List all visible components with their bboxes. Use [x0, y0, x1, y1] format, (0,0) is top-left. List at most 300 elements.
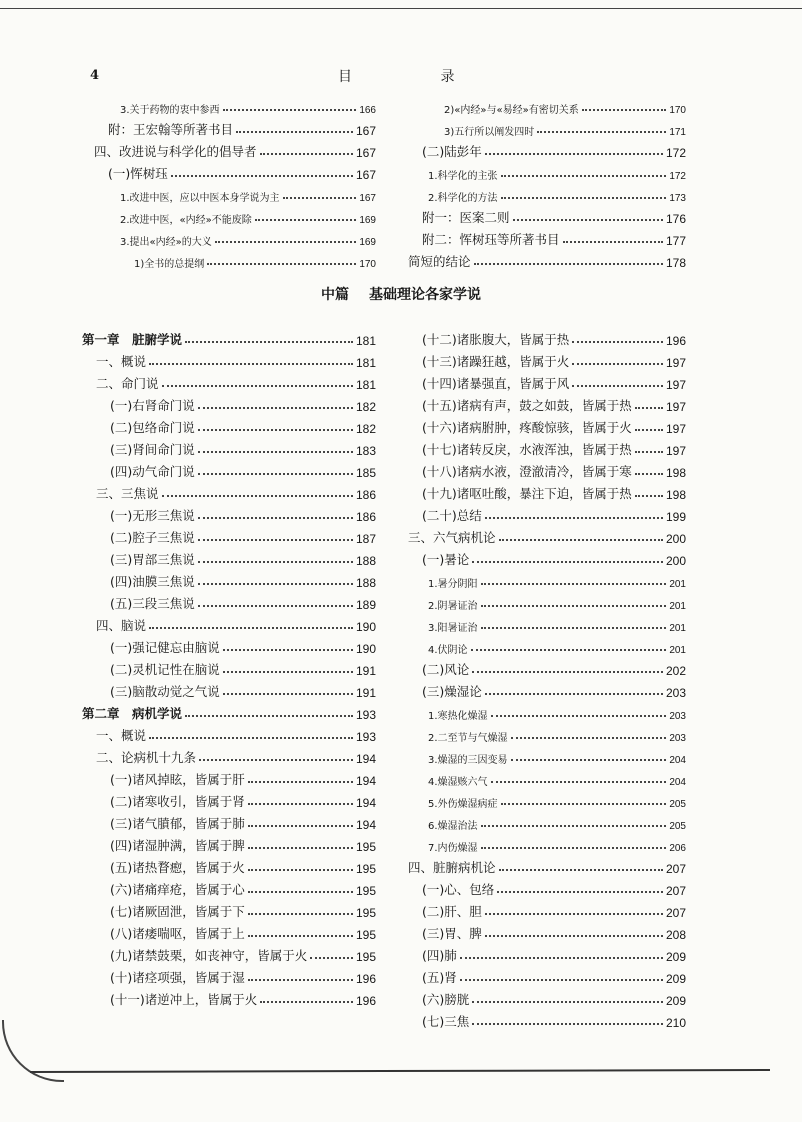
dot-leader — [255, 219, 357, 221]
dot-leader — [501, 197, 667, 199]
toc-entry[interactable] — [90, 204, 376, 226]
bottom-edge-line — [30, 1069, 770, 1073]
top-edge-line — [0, 8, 802, 9]
toc-entry-page: 204 — [669, 755, 686, 766]
dot-leader — [149, 363, 353, 365]
toc-entry-title: (六)诸痛痒疮，皆属于心 — [110, 882, 245, 897]
dot-leader — [248, 891, 353, 893]
toc-entry-page: 205 — [669, 799, 686, 810]
dot-leader — [198, 583, 353, 585]
toc-entry-title: (八)诸痿喘呕，皆属于上 — [110, 926, 245, 941]
toc-entry-page: 204 — [669, 777, 686, 788]
toc-entry[interactable] — [408, 436, 686, 458]
toc-entry-page: 194 — [355, 752, 376, 766]
dot-leader — [162, 495, 353, 497]
dot-leader — [310, 957, 353, 959]
toc-entry-page: 197 — [665, 378, 686, 392]
toc-entry-page: 205 — [669, 821, 686, 832]
toc-entry[interactable] — [408, 348, 686, 370]
toc-entry-title: 二、命门说 — [96, 376, 159, 391]
toc-entry-page: 198 — [665, 466, 686, 480]
dot-leader — [248, 781, 353, 783]
dot-leader — [149, 627, 353, 629]
toc-entry[interactable] — [408, 546, 686, 568]
dot-leader — [582, 109, 667, 111]
dot-leader — [501, 803, 667, 805]
toc-entry-page: 196 — [355, 994, 376, 1008]
toc-entry-title: 2.科学化的方法 — [428, 193, 498, 204]
toc-entry-page: 203 — [669, 733, 686, 744]
toc-entry[interactable] — [82, 546, 376, 568]
toc-entry-page: 197 — [665, 422, 686, 436]
toc-entry-title: 三、六气病机论 — [408, 530, 496, 545]
dot-leader — [198, 517, 353, 519]
toc-entry-title: 1.改进中医，应以中医本身学说为主 — [120, 193, 280, 204]
toc-entry-title: 二、论病机十九条 — [96, 750, 197, 765]
toc-entry-title: (十一)诸逆冲上，皆属于火 — [110, 992, 258, 1007]
toc-entry[interactable] — [408, 876, 686, 898]
toc-entry-title: (三)胃部三焦说 — [110, 552, 195, 567]
toc-entry-title: (一)无形三焦说 — [110, 508, 195, 523]
dot-leader — [471, 649, 667, 651]
dot-leader — [491, 715, 667, 717]
toc-entry[interactable] — [408, 986, 686, 1008]
dot-leader — [481, 825, 667, 827]
dot-leader — [223, 649, 353, 651]
toc-entry[interactable] — [82, 612, 376, 634]
toc-entry-title: (九)诸禁鼓栗，如丧神守，皆属于火 — [110, 948, 308, 963]
toc-entry[interactable] — [408, 678, 686, 700]
toc-entry-page: 200 — [665, 554, 686, 568]
dot-leader — [635, 429, 663, 431]
toc-entry-page: 201 — [669, 601, 686, 612]
toc-entry-title: (十)诸痉项强，皆属于湿 — [110, 970, 245, 985]
toc-entry-page: 182 — [355, 422, 376, 436]
toc-entry-page: 188 — [355, 554, 376, 568]
toc-entry-page: 167 — [359, 193, 376, 204]
dot-leader — [635, 407, 663, 409]
toc-entry-title: 四、脑说 — [96, 618, 147, 633]
toc-entry[interactable] — [82, 524, 376, 546]
upper-right-column — [408, 94, 686, 270]
toc-entry-page: 200 — [665, 532, 686, 546]
dot-leader — [223, 671, 353, 673]
dot-leader — [511, 759, 667, 761]
toc-entry[interactable] — [408, 524, 686, 546]
toc-entry-page: 170 — [359, 259, 376, 270]
toc-entry-title: 5.外伤燥湿病症 — [428, 799, 498, 810]
toc-entry[interactable] — [90, 94, 376, 116]
dot-leader — [485, 935, 663, 937]
dot-leader — [472, 1001, 663, 1003]
toc-entry[interactable] — [82, 502, 376, 524]
toc-entry-title: (十六)诸病胕肿，疼酸惊骇，皆属于火 — [422, 420, 632, 435]
toc-entry-page: 195 — [355, 840, 376, 854]
toc-entry-title: 附：王宏翰等所著书目 — [108, 122, 234, 137]
dot-leader — [572, 363, 663, 365]
toc-entry-page: 181 — [355, 378, 376, 392]
toc-entry[interactable] — [408, 94, 686, 116]
toc-entry[interactable] — [82, 876, 376, 898]
dot-leader — [572, 341, 663, 343]
toc-entry-page: 191 — [355, 686, 376, 700]
toc-entry[interactable] — [82, 920, 376, 942]
toc-entry-page: 197 — [665, 400, 686, 414]
toc-entry-page: 178 — [665, 256, 686, 270]
dot-leader — [485, 153, 663, 155]
dot-leader — [198, 605, 353, 607]
toc-entry-title: 7.内伤燥湿 — [428, 843, 478, 854]
toc-entry-title: (五)诸热瞀瘛，皆属于火 — [110, 860, 245, 875]
toc-entry-page: 195 — [355, 928, 376, 942]
toc-entry-page: 182 — [355, 400, 376, 414]
dot-leader — [511, 737, 667, 739]
toc-entry-title: 1)全书的总提纲 — [134, 259, 205, 270]
dot-leader — [199, 759, 353, 761]
toc-entry-title: (二)包络命门说 — [110, 420, 195, 435]
dot-leader — [248, 825, 353, 827]
toc-entry-title: 附二：恽树珏等所著书目 — [422, 232, 560, 247]
dot-leader — [198, 407, 353, 409]
toc-entry[interactable] — [82, 810, 376, 832]
dot-leader — [248, 847, 353, 849]
toc-entry[interactable] — [408, 656, 686, 678]
toc-entry-page: 209 — [665, 950, 686, 964]
toc-entry-page: 172 — [669, 171, 686, 182]
toc-entry-page: 195 — [355, 862, 376, 876]
toc-entry-title: (七)三焦 — [422, 1014, 470, 1029]
toc-entry-title: 4.燥湿赅六气 — [428, 777, 488, 788]
dot-leader — [283, 197, 357, 199]
dot-leader — [248, 869, 353, 871]
toc-entry-page: 193 — [355, 708, 376, 722]
toc-entry[interactable] — [82, 458, 376, 480]
toc-entry-page: 186 — [355, 510, 376, 524]
dot-leader — [472, 561, 663, 563]
toc-entry-page: 194 — [355, 796, 376, 810]
dot-leader — [248, 913, 353, 915]
toc-entry-title: 1.寒热化燥湿 — [428, 711, 488, 722]
toc-entry-title: 3.关于药物的衷中参西 — [120, 105, 220, 116]
toc-entry-title: (一)诸风掉眩，皆属于肝 — [110, 772, 245, 787]
toc-entry-title: (十五)诸病有声，鼓之如鼓，皆属于热 — [422, 398, 632, 413]
toc-entry-page: 203 — [665, 686, 686, 700]
toc-entry-title: (一)暑论 — [422, 552, 470, 567]
toc-entry-page: 208 — [665, 928, 686, 942]
page-number: 4 — [90, 68, 100, 83]
section-name: 基础理论各家学说 — [369, 287, 481, 303]
toc-entry-title: 一、概说 — [96, 728, 147, 743]
toc-entry-page: 209 — [665, 994, 686, 1008]
toc-entry[interactable] — [408, 810, 686, 832]
toc-entry-title: (二)腔子三焦说 — [110, 530, 195, 545]
dot-leader — [460, 957, 663, 959]
toc-entry[interactable] — [408, 502, 686, 524]
toc-entry[interactable] — [408, 138, 686, 160]
toc-entry-page: 196 — [665, 334, 686, 348]
dot-leader — [460, 979, 663, 981]
toc-entry[interactable] — [408, 832, 686, 854]
toc-entry-title: (一)恽树珏 — [108, 166, 168, 181]
dot-leader — [198, 473, 353, 475]
toc-entry-page: 210 — [665, 1016, 686, 1030]
toc-entry[interactable] — [82, 436, 376, 458]
toc-entry-page: 177 — [665, 234, 686, 248]
dot-leader — [499, 869, 663, 871]
toc-entry[interactable] — [82, 964, 376, 986]
toc-entry-page: 169 — [359, 215, 376, 226]
toc-entry-page: 194 — [355, 774, 376, 788]
toc-entry-page: 195 — [355, 950, 376, 964]
toc-entry-page: 186 — [355, 488, 376, 502]
toc-entry-page: 201 — [669, 623, 686, 634]
toc-entry-title: (十八)诸病水液，澄澈清冷，皆属于寒 — [422, 464, 632, 479]
toc-entry-page: 185 — [355, 466, 376, 480]
toc-entry-title: 2.二至节与气燥湿 — [428, 733, 508, 744]
toc-entry-title: 3.燥湿的三因变易 — [428, 755, 508, 766]
toc-entry-page: 172 — [665, 146, 686, 160]
toc-entry[interactable] — [82, 656, 376, 678]
toc-entry[interactable] — [408, 182, 686, 204]
dot-leader — [260, 153, 353, 155]
toc-entry-page: 167 — [355, 168, 376, 182]
toc-entry-page: 201 — [669, 579, 686, 590]
toc-entry-page: 166 — [359, 105, 376, 116]
dot-leader — [171, 175, 353, 177]
toc-entry-page: 207 — [665, 906, 686, 920]
page-title: 目 录 — [338, 69, 497, 85]
toc-entry-title: 3.阳暑证治 — [428, 623, 478, 634]
toc-entry[interactable] — [408, 788, 686, 810]
toc-entry[interactable] — [408, 226, 686, 248]
dot-leader — [635, 473, 663, 475]
toc-entry[interactable] — [408, 942, 686, 964]
dot-leader — [236, 131, 353, 133]
toc-entry-page: 171 — [669, 127, 686, 138]
toc-entry[interactable] — [408, 854, 686, 876]
dot-leader — [537, 131, 666, 133]
toc-entry[interactable] — [408, 766, 686, 788]
section-part: 中篇 — [321, 287, 349, 303]
dot-leader — [248, 979, 353, 981]
toc-entry[interactable] — [408, 248, 686, 270]
toc-entry[interactable] — [408, 590, 686, 612]
dot-leader — [572, 385, 663, 387]
toc-entry[interactable] — [82, 832, 376, 854]
toc-entry-page: 198 — [665, 488, 686, 502]
toc-entry[interactable] — [408, 898, 686, 920]
toc-entry-page: 190 — [355, 620, 376, 634]
toc-entry[interactable] — [408, 414, 686, 436]
toc-entry-page: 197 — [665, 356, 686, 370]
toc-entry-page: 193 — [355, 730, 376, 744]
toc-entry[interactable] — [90, 116, 376, 138]
toc-entry-title: 2.改进中医，«内经»不能废除 — [120, 215, 252, 226]
toc-entry-title: (三)肾间命门说 — [110, 442, 195, 457]
dot-leader — [198, 561, 353, 563]
toc-entry[interactable] — [82, 766, 376, 788]
toc-entry-title: (三)燥湿论 — [422, 684, 482, 699]
dot-leader — [497, 891, 663, 893]
toc-entry[interactable] — [82, 480, 376, 502]
dot-leader — [162, 385, 353, 387]
toc-entry[interactable] — [82, 634, 376, 656]
toc-entry-page: 195 — [355, 884, 376, 898]
dot-leader — [499, 539, 663, 541]
toc-entry-title: 6.燥湿治法 — [428, 821, 478, 832]
toc-entry[interactable] — [82, 414, 376, 436]
dot-leader — [223, 693, 353, 695]
toc-entry[interactable] — [408, 116, 686, 138]
toc-entry-page: 188 — [355, 576, 376, 590]
toc-entry-title: 2)«内经»与«易经»有密切关系 — [444, 105, 579, 116]
toc-entry[interactable] — [82, 678, 376, 700]
dot-leader — [472, 1023, 663, 1025]
dot-leader — [198, 429, 353, 431]
toc-entry[interactable] — [90, 160, 376, 182]
dot-leader — [248, 803, 353, 805]
toc-entry[interactable] — [82, 326, 376, 348]
toc-entry-title: (五)肾 — [422, 970, 457, 985]
toc-entry-title: (一)心、包络 — [422, 882, 495, 897]
toc-entry[interactable] — [408, 568, 686, 590]
toc-entry[interactable] — [408, 204, 686, 226]
toc-entry[interactable] — [90, 182, 376, 204]
toc-entry[interactable] — [408, 612, 686, 634]
toc-entry-page: 169 — [359, 237, 376, 248]
toc-entry-page: 187 — [355, 532, 376, 546]
toc-entry-page: 202 — [665, 664, 686, 678]
toc-entry[interactable] — [408, 744, 686, 766]
main-left-column — [82, 326, 376, 1008]
toc-entry[interactable] — [408, 1008, 686, 1030]
toc-entry[interactable] — [82, 590, 376, 612]
toc-entry[interactable] — [82, 744, 376, 766]
toc-entry-title: (三)胃、脾 — [422, 926, 482, 941]
toc-entry[interactable] — [408, 458, 686, 480]
dot-leader — [185, 715, 353, 717]
toc-entry-page: 189 — [355, 598, 376, 612]
toc-entry-title: (二)肝、胆 — [422, 904, 482, 919]
toc-entry-title: 2.阴暑证治 — [428, 601, 478, 612]
toc-entry[interactable] — [82, 348, 376, 370]
toc-entry[interactable] — [82, 700, 376, 722]
toc-entry[interactable] — [82, 942, 376, 964]
toc-entry[interactable] — [408, 480, 686, 502]
toc-entry[interactable] — [408, 326, 686, 348]
toc-entry-title: 4.伏阴论 — [428, 645, 468, 656]
toc-entry-title: 1.暑分阴阳 — [428, 579, 478, 590]
toc-entry-title: (二十)总结 — [422, 508, 482, 523]
dot-leader — [198, 539, 353, 541]
dot-leader — [472, 671, 663, 673]
dot-leader — [198, 451, 353, 453]
toc-entry[interactable] — [82, 722, 376, 744]
toc-entry[interactable] — [90, 138, 376, 160]
dot-leader — [474, 263, 663, 265]
toc-entry-page: 181 — [355, 334, 376, 348]
toc-entry-title: (三)诸气膹郁，皆属于肺 — [110, 816, 245, 831]
dot-leader — [481, 583, 667, 585]
toc-entry-page: 173 — [669, 193, 686, 204]
dot-leader — [223, 109, 357, 111]
toc-entry-page: 207 — [665, 884, 686, 898]
toc-entry-title: (十二)诸胀腹大，皆属于热 — [422, 332, 570, 347]
toc-entry-title: 1.科学化的主张 — [428, 171, 498, 182]
toc-entry-title: 3)五行所以阐发四时 — [444, 127, 535, 138]
toc-entry-page: 191 — [355, 664, 376, 678]
dot-leader — [501, 175, 667, 177]
toc-entry[interactable] — [408, 700, 686, 722]
toc-entry-page: 176 — [665, 212, 686, 226]
toc-entry-title: 第一章 脏腑学说 — [82, 332, 183, 347]
toc-entry-page: 199 — [665, 510, 686, 524]
dot-leader — [248, 935, 353, 937]
toc-entry-page: 201 — [669, 645, 686, 656]
toc-entry-title: (七)诸厥固泄，皆属于下 — [110, 904, 245, 919]
toc-entry[interactable] — [408, 722, 686, 744]
toc-entry-title: (五)三段三焦说 — [110, 596, 195, 611]
toc-entry-title: (一)右肾命门说 — [110, 398, 195, 413]
toc-entry[interactable] — [408, 920, 686, 942]
toc-entry-page: 183 — [355, 444, 376, 458]
toc-entry[interactable] — [82, 568, 376, 590]
toc-entry[interactable] — [90, 226, 376, 248]
toc-entry[interactable] — [408, 370, 686, 392]
dot-leader — [207, 263, 356, 265]
toc-entry-page: 167 — [355, 146, 376, 160]
dot-leader — [635, 451, 663, 453]
main-right-column — [408, 326, 686, 1030]
dot-leader — [481, 605, 667, 607]
toc-entry[interactable] — [408, 160, 686, 182]
toc-entry-title: (四)动气命门说 — [110, 464, 195, 479]
toc-entry-page: 207 — [665, 862, 686, 876]
toc-entry-title: 四、脏腑病机论 — [408, 860, 496, 875]
toc-entry[interactable] — [82, 370, 376, 392]
toc-entry-title: 第二章 病机学说 — [82, 706, 183, 721]
toc-entry[interactable] — [82, 788, 376, 810]
toc-entry-page: 167 — [355, 124, 376, 138]
dot-leader — [260, 1001, 353, 1003]
toc-entry[interactable] — [90, 248, 376, 270]
toc-entry-title: 附一：医案二则 — [422, 210, 510, 225]
toc-entry[interactable] — [82, 986, 376, 1008]
toc-entry[interactable] — [408, 392, 686, 414]
toc-entry-page: 197 — [665, 444, 686, 458]
toc-entry-page: 206 — [669, 843, 686, 854]
toc-entry[interactable] — [82, 392, 376, 414]
toc-entry-page: 170 — [669, 105, 686, 116]
toc-entry[interactable] — [82, 854, 376, 876]
toc-entry-page: 195 — [355, 906, 376, 920]
dot-leader — [481, 847, 667, 849]
toc-entry-page: 203 — [669, 711, 686, 722]
dot-leader — [185, 341, 353, 343]
toc-entry-title: (四)肺 — [422, 948, 457, 963]
toc-entry-title: (四)油膜三焦说 — [110, 574, 195, 589]
toc-entry[interactable] — [408, 964, 686, 986]
dot-leader — [513, 219, 663, 221]
toc-entry[interactable] — [408, 634, 686, 656]
toc-entry-title: (二)陆彭年 — [422, 144, 482, 159]
toc-entry-page: 181 — [355, 356, 376, 370]
toc-entry[interactable] — [82, 898, 376, 920]
toc-entry-title: 三、三焦说 — [96, 486, 159, 501]
toc-entry-title: (十四)诸暴强直，皆属于风 — [422, 376, 570, 391]
toc-entry-title: 简短的结论 — [408, 254, 471, 269]
toc-entry-title: (十九)诸呕吐酸，暴注下迫，皆属于热 — [422, 486, 632, 501]
